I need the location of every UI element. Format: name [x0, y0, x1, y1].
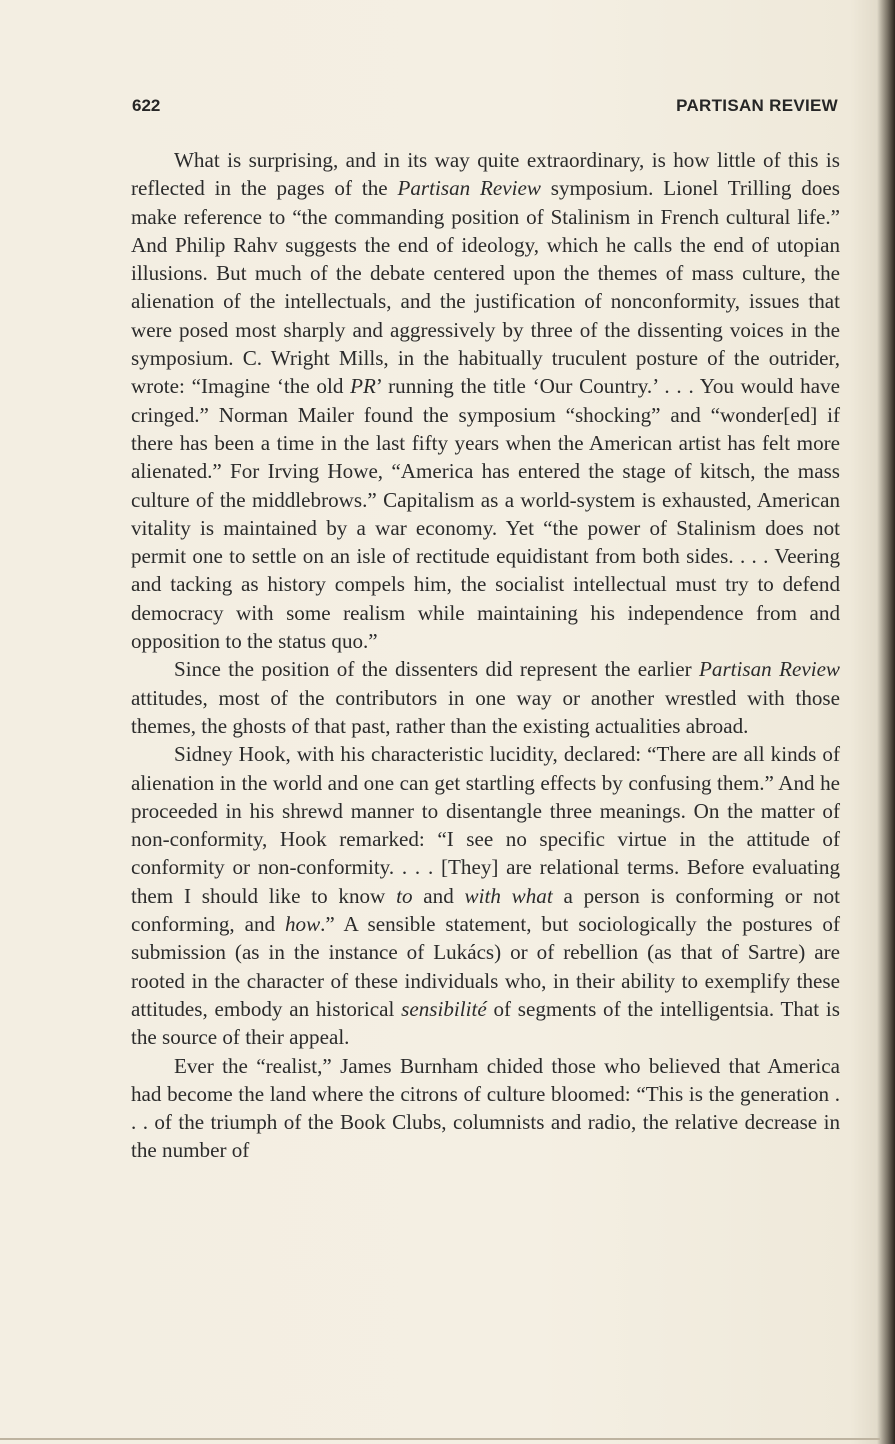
text-run: of segments of the intelligentsia. That is the source of their appeal.: [131, 996, 840, 1050]
italic-title: Partisan Review: [397, 176, 541, 201]
paragraph: [131, 655, 840, 740]
text-run: and: [412, 883, 465, 908]
text-run: .” A sensible statement, but sociologically the postures of submission (as in the instance of Lukács) or of rebellion (as that of Sartre) are rooted in the character of these individuals who, in their ability to exemplify these attitudes, embody an historical: [131, 912, 840, 1021]
paragraph: [131, 1052, 840, 1165]
text-run: What is surprising, and in its way quite extraordinary, is how little of this is reflected in the pages of the: [131, 148, 840, 201]
text-run: attitudes, most of the contributors in one way or another wrestled with those themes, the ghosts of that past, rather than the existing actualities abroad.: [131, 685, 840, 738]
text-run: Since the position of the dissenters did represent the earlier: [174, 657, 700, 682]
italic-emphasis: to: [396, 883, 413, 908]
text-run: symposium. Lionel Trilling does make reference to “the commanding position of Stalinism in French cultural life.” And Philip Rahv suggests the end of ideology, which he calls the end of utopian illusions. But much of the debate centered upon the themes of mass culture, the alienation of the intellectuals, and the justification of nonconformity, issues that were posed most sharply and aggressively by three of the dissenting voices in the symposium. C. Wright Mills, in the habitually truculent posture of the outrider, wrote: “Imagine ‘the old: [131, 176, 840, 399]
page-number: 622: [132, 96, 161, 115]
text-run: Ever the “realist,” James Burnham chided those who believed that America had become the land where the citrons of culture bloomed: “This is the generation . . . of the triumph of the Book Clubs, columnists and radio, the relative decrease in the number of: [131, 1053, 840, 1163]
body-text: [131, 146, 840, 1165]
page-bottom-edge: [0, 1438, 880, 1440]
running-head: PARTISAN REVIEW: [676, 96, 838, 115]
text-run: ’ running the title ‘Our Country.’ . . . You would have cringed.” Norman Mailer found the symposium “shocking” and “wonder[ed] if there has been a time in the last fifty years when the American artist has felt more alienated.” For Irving Howe, “America has entered the stage of kitsch, the mass culture of the middlebrows.” Capitalism as a world-system is exhausted, American vitality is maintained by a war economy. Yet “the power of Stalinism does not permit one to settle on an isle of rectitude equidistant from both sides. . . . Veering and tacking as history compels him, the socialist intellectual must try to defend democracy with some realism while maintaining his independence from and opposition to the status quo.”: [131, 374, 840, 654]
paragraph: [131, 740, 840, 1051]
italic-emphasis: with what: [464, 883, 553, 908]
paragraph: [131, 146, 840, 655]
text-run: Sidney Hook, with his characteristic lucidity, declared: “There are all kinds of alienation in the world and one can get startling effects by confusing them.” And he proceeded in his shrewd manner to disentangle three meanings. On the matter of non-conformity, Hook remarked: “I see no specific virtue in the attitude of conformity or non-conformity. . . . [They] are relational terms. Before evaluating them I should like to know: [131, 742, 840, 908]
italic-abbreviation: PR: [350, 374, 376, 399]
page-header: [132, 96, 838, 120]
italic-emphasis: sensibilité: [401, 996, 487, 1021]
page-binding-shadow: [877, 0, 895, 1444]
italic-title: Partisan Review: [699, 657, 840, 682]
text-run: a person is conforming or not conforming, and: [131, 883, 840, 937]
italic-emphasis: how: [284, 912, 321, 937]
